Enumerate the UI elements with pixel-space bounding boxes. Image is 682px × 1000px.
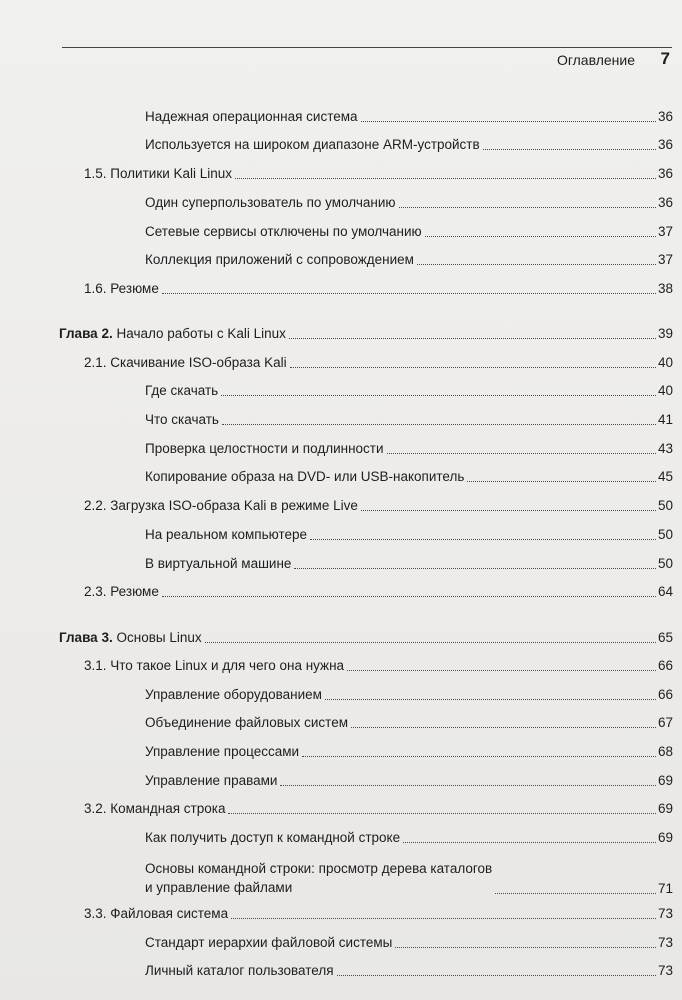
toc-entry-title: Надежная операционная система xyxy=(145,109,358,124)
toc-entry-page: 36 xyxy=(657,109,673,124)
toc-entry-title: Коллекция приложений с сопровождением xyxy=(145,252,414,267)
toc-section xyxy=(84,658,673,674)
toc-section-page: 66 xyxy=(657,658,673,673)
toc-entry-page: 37 xyxy=(657,224,673,239)
toc-section-title: 2.3. Резюме xyxy=(84,584,159,599)
chapter-label: Глава 3. xyxy=(59,630,113,645)
leader-dots xyxy=(294,568,656,569)
toc-section-title: 1.5. Политики Kali Linux xyxy=(84,166,233,181)
toc-entry-page: 36 xyxy=(657,195,673,210)
leader-dots xyxy=(361,121,656,122)
toc-section xyxy=(84,355,673,371)
leader-dots xyxy=(228,813,656,814)
toc-entry-page: 68 xyxy=(657,744,673,759)
toc-section xyxy=(84,498,673,514)
leader-dots xyxy=(162,293,656,294)
toc-entry-title: Личный каталог пользователя xyxy=(145,963,334,978)
toc-entry-title: Управление процессами xyxy=(145,744,300,759)
toc-entry xyxy=(145,687,673,703)
toc-entry-title: Один суперпользователь по умолчанию xyxy=(145,195,396,210)
leader-dots xyxy=(425,236,656,237)
toc-section xyxy=(84,584,673,600)
toc-entry-title: Где скачать xyxy=(145,383,219,398)
toc-entry-page: 73 xyxy=(657,963,673,978)
toc-entry-multiline xyxy=(145,859,673,897)
toc-entry xyxy=(145,830,673,846)
toc-entry-page: 69 xyxy=(657,773,673,788)
leader-dots xyxy=(467,481,656,482)
toc-section-page: 36 xyxy=(657,166,673,181)
toc-entry xyxy=(145,412,673,428)
toc-entry xyxy=(145,527,673,543)
toc-section-title: 2.1. Скачивание ISO-образа Kali xyxy=(84,355,287,370)
toc-entry-title: Что скачать xyxy=(145,412,219,427)
toc-section-page: 38 xyxy=(657,281,673,296)
toc-entry-title: Копирование образа на DVD- или USB-накопитель xyxy=(145,469,465,484)
leader-dots xyxy=(280,785,655,786)
toc-entry-page: 36 xyxy=(657,137,673,152)
toc-entry-page: 41 xyxy=(657,412,673,427)
leader-dots xyxy=(403,842,656,843)
leader-dots xyxy=(361,510,656,511)
toc-chapter xyxy=(59,326,673,342)
toc-section-title: 1.6. Резюме xyxy=(84,281,159,296)
toc-entry-page: 40 xyxy=(657,383,673,398)
toc-section xyxy=(84,906,673,922)
toc-chapter-page: 39 xyxy=(657,326,673,341)
toc-entry-page: 66 xyxy=(657,687,673,702)
toc-entry-title: Объединение файловых систем xyxy=(145,715,349,730)
running-header-title: Оглавление xyxy=(556,52,635,68)
toc-entry xyxy=(145,744,673,760)
leader-dots xyxy=(483,149,656,150)
toc-chapter-heading xyxy=(59,630,202,646)
toc-chapter-page: 65 xyxy=(657,630,673,645)
page-number: 7 xyxy=(660,49,670,68)
leader-dots xyxy=(325,699,656,700)
toc-entry-page: 43 xyxy=(657,441,673,456)
toc-entry xyxy=(145,556,673,572)
chapter-title: Начало работы с Kali Linux xyxy=(116,326,286,341)
leader-dots xyxy=(495,893,656,894)
toc-entry xyxy=(145,137,673,153)
toc-section-title: 3.3. Файловая система xyxy=(84,906,229,921)
toc-entry-title: На реальном компьютере xyxy=(145,527,308,542)
toc-entry xyxy=(145,252,673,268)
toc-section-title: 3.1. Что такое Linux и для чего она нужна xyxy=(84,658,345,673)
toc-section-page: 73 xyxy=(657,906,673,921)
leader-dots xyxy=(222,424,656,425)
leader-dots xyxy=(387,453,656,454)
toc-entry-title: Используется на широком диапазоне ARM-устройств xyxy=(145,137,480,152)
toc-section xyxy=(84,281,673,297)
toc-entry-title-line-2: и управление файлами xyxy=(145,880,293,895)
toc-section-page: 69 xyxy=(657,801,673,816)
leader-dots xyxy=(231,918,656,919)
leader-dots xyxy=(302,756,656,757)
toc-entry-page: 71 xyxy=(657,881,673,896)
toc-entry-title: Стандарт иерархии файловой системы xyxy=(145,935,393,950)
toc-entry-title: Как получить доступ к командной строке xyxy=(145,830,401,845)
toc-entry xyxy=(145,469,673,485)
leader-dots xyxy=(337,975,656,976)
toc-entry xyxy=(145,715,673,731)
toc-entry xyxy=(145,195,673,211)
toc-entry xyxy=(145,441,673,457)
leader-dots xyxy=(310,539,656,540)
toc-entry xyxy=(145,963,673,979)
leader-dots xyxy=(351,727,656,728)
toc-section xyxy=(84,801,673,817)
toc-entry xyxy=(145,224,673,240)
toc-section-page: 40 xyxy=(657,355,673,370)
toc-section-title: 3.2. Командная строка xyxy=(84,801,226,816)
toc-entry-title: Управление оборудованием xyxy=(145,687,322,702)
toc-section-page: 50 xyxy=(657,498,673,513)
toc-section-title: 2.2. Загрузка ISO-образа Kali в режиме Live xyxy=(84,498,358,513)
toc-entry xyxy=(145,773,673,789)
toc-chapter xyxy=(59,630,673,646)
toc-entry xyxy=(145,109,673,125)
chapter-label: Глава 2. xyxy=(59,326,113,341)
toc-entry xyxy=(145,935,673,951)
toc-entry-page: 37 xyxy=(657,252,673,267)
toc-entry-page: 50 xyxy=(657,527,673,542)
chapter-title: Основы Linux xyxy=(116,630,202,645)
toc-entry-page: 73 xyxy=(657,935,673,950)
toc-entry-title: В виртуальной машине xyxy=(145,556,292,571)
toc-chapter-heading xyxy=(59,326,286,342)
toc-entry-title xyxy=(145,859,492,897)
leader-dots xyxy=(289,338,656,339)
toc-entry-title-line-1: Основы командной строки: просмотр дерева каталогов xyxy=(145,861,493,876)
toc-section-page: 64 xyxy=(657,584,673,599)
toc-entry-page: 45 xyxy=(657,469,673,484)
leader-dots xyxy=(221,395,656,396)
leader-dots xyxy=(235,178,656,179)
toc-section xyxy=(84,166,673,182)
leader-dots xyxy=(417,264,656,265)
toc-entry-page: 67 xyxy=(657,715,673,730)
leader-dots xyxy=(290,367,656,368)
toc-entry xyxy=(145,383,673,399)
toc-entry-title: Проверка целостности и подлинности xyxy=(145,441,384,456)
leader-dots xyxy=(162,596,656,597)
toc-entry-page: 50 xyxy=(657,556,673,571)
toc-entry-title: Сетевые сервисы отключены по умолчанию xyxy=(145,224,422,239)
toc-entry-page: 69 xyxy=(657,830,673,845)
leader-dots xyxy=(399,207,656,208)
toc-entry-title: Управление правами xyxy=(145,773,278,788)
leader-dots xyxy=(205,642,656,643)
leader-dots xyxy=(395,947,656,948)
leader-dots xyxy=(347,670,656,671)
